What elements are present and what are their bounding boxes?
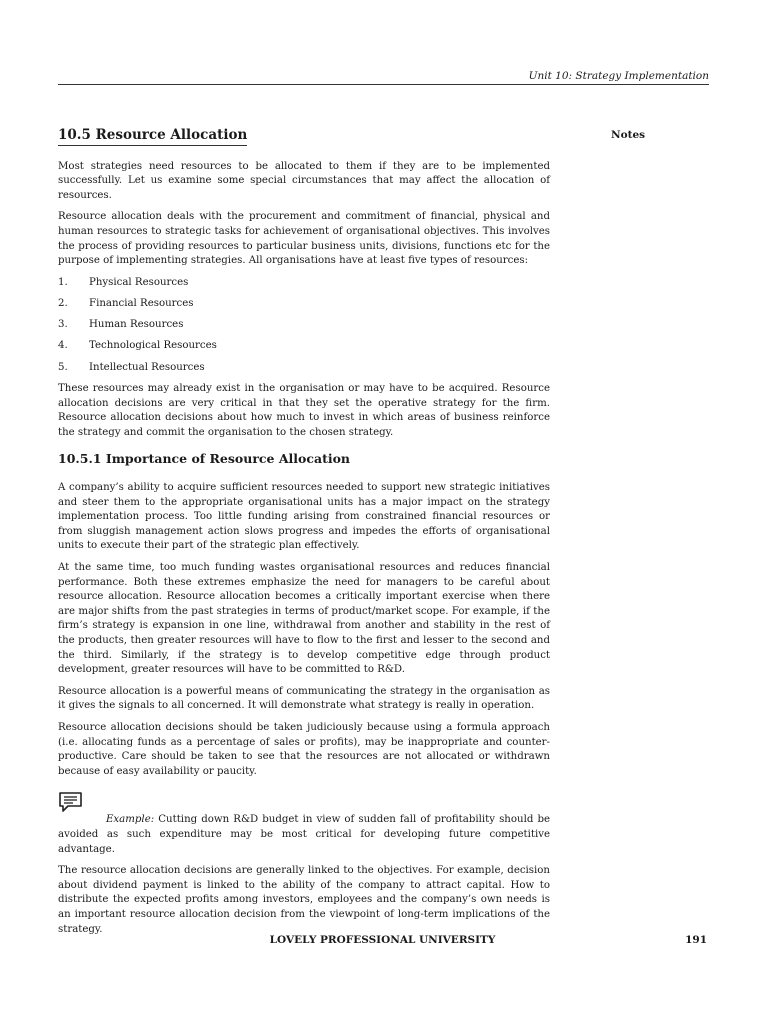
- list-number: 2.: [58, 297, 68, 309]
- list-number: 1.: [58, 276, 68, 288]
- paragraph: A company’s ability to acquire sufficient resources needed to support new strategic initiatives and steer them to the appropriate organisational units has a major impact on the strategy implementation process. Too little funding arising from constrained financial resources or from sluggish management action slows progress and impedes the efforts of organisational units to execute their part of the strategic plan effectively.: [58, 482, 550, 552]
- example-note-icon: [58, 791, 84, 813]
- list-number: 4.: [58, 340, 68, 352]
- main-column: [58, 128, 550, 944]
- example-paragraph: [58, 813, 550, 857]
- paragraph: Resource allocation deals with the procurement and commitment of financial, physical and human resources to strategic tasks for achievement of organisational objectives. This involves the process of providing resources to particular business units, divisions, functions etc for the purpose of implementing strategies. All organisations have at least five types of resources:: [58, 211, 550, 267]
- list-text: Intellectual Resources: [89, 361, 205, 373]
- paragraph: The resource allocation decisions are generally linked to the objectives. For example, decision about dividend payment is linked to the ability of the company to attract capital. How to distribute the expected profits among investors, employees and the company’s own needs is an important resource allocation decision from the viewpoint of long-term implications of the strategy.: [58, 865, 550, 935]
- section-title: 10.5 Resource Allocation: [58, 128, 247, 146]
- list-number: 5.: [58, 361, 68, 373]
- example-text: Cutting down R&D budget in view of sudden fall of profitability should be avoided as such expenditure may be most critical for developing future competitive advantage.: [58, 814, 550, 855]
- paragraph: Resource allocation is a powerful means of communicating the strategy in the organisation as it gives the signals to all concerned. It will demonstrate what strategy is really in operation.: [58, 685, 550, 712]
- page-number: 191: [685, 934, 707, 946]
- running-header: [58, 70, 709, 85]
- list-text: Technological Resources: [89, 340, 217, 352]
- resource-list: [58, 276, 550, 375]
- list-number: 3.: [58, 319, 68, 331]
- paragraph: Resource allocation decisions should be taken judiciously because using a formula approach (i.e. allocating funds as a percentage of sales or profits), may be inappropriate and counter-productive. Care should be taken to see that the resources are not allocated or withdrawn because of easy availability or paucity.: [58, 721, 550, 777]
- running-title: Unit 10: Strategy Implementation: [528, 70, 709, 82]
- list-text: Human Resources: [89, 319, 184, 331]
- paragraph: Most strategies need resources to be allocated to them if they are to be implemented successfully. Let us examine some special circumstances that may affect the allocation of resources.: [58, 160, 550, 201]
- example-label: Example:: [106, 814, 155, 826]
- list-item: [58, 361, 550, 376]
- example-box: [58, 791, 550, 857]
- paragraph: At the same time, too much funding wastes organisational resources and reduces financial performance. Both these extremes emphasize the need for managers to be careful about resource allocation. Resource allocation becomes a critically important exercise when there are major shifts from the past strategies in terms of product/market scope. For example, if the firm’s strategy is expansion in one line, withdrawal from another and stability in the rest of the products, then greater resources will have to flow to the first and lesser to the second and the third. Similarly, if the strategy is to develop competitive edge through product development, greater resources will have to be committed to R&D.: [58, 562, 550, 676]
- subsection-title: 10.5.1 Importance of Resource Allocation: [58, 451, 351, 467]
- list-item: [58, 297, 550, 312]
- notes-margin-label: Notes: [611, 129, 646, 141]
- paragraph: These resources may already exist in the organisation or may have to be acquired. Resource allocation decisions are very critical in that they set the operative strategy for the firm. Resource allocation decisions about how much to invest in which areas of business reinforce the strategy and commit the organisation to the chosen strategy.: [58, 383, 550, 438]
- footer-university: LOVELY PROFESSIONAL UNIVERSITY: [269, 934, 496, 946]
- list-item: [58, 276, 550, 291]
- list-text: Financial Resources: [89, 297, 194, 309]
- list-item: [58, 339, 550, 354]
- list-text: Physical Resources: [89, 276, 189, 288]
- list-item: [58, 318, 550, 333]
